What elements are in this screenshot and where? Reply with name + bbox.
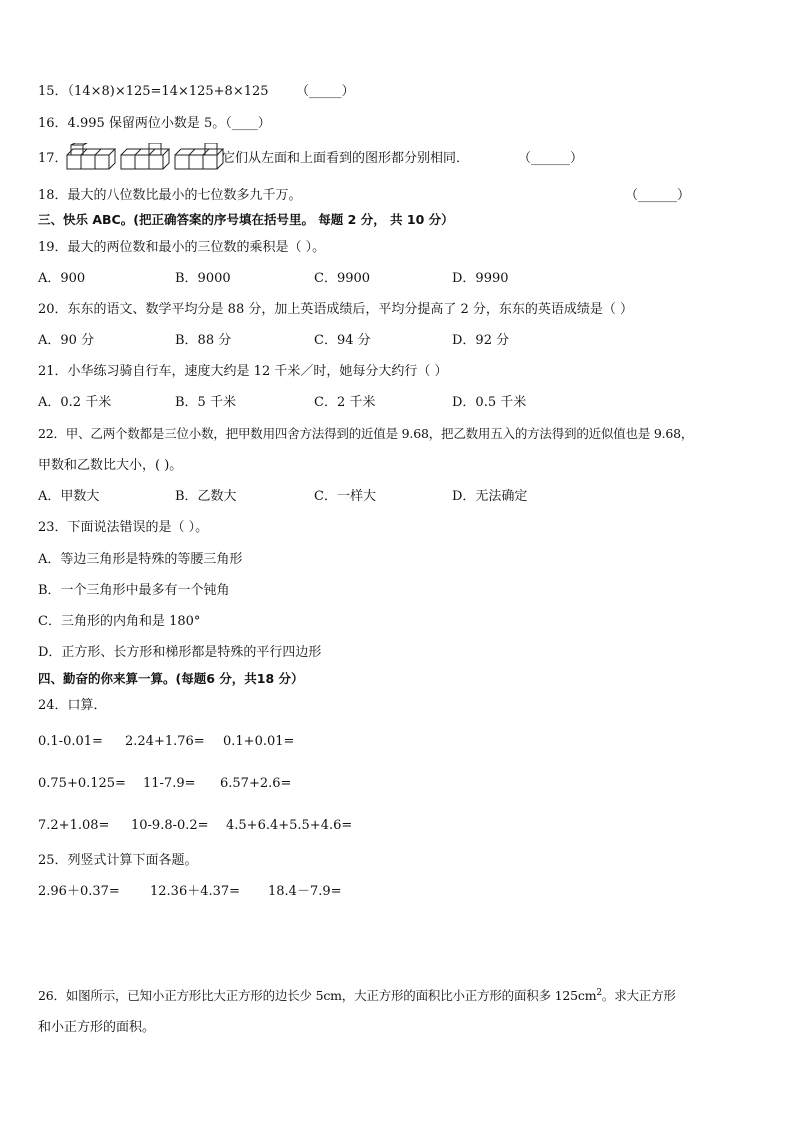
option-d: D．正方形、长方形和梯形都是特殊的平行四边形	[38, 645, 322, 660]
question-26-line-2: 和小正方形的面积。	[38, 1020, 156, 1035]
calc-row-3	[38, 817, 738, 835]
calc-item: 12.36＋4.37=	[150, 884, 241, 899]
calc-item: 6.57+2.6=	[220, 776, 292, 791]
calc-item: 4.5+6.4+5.5+4.6=	[226, 818, 353, 833]
question-22-line-1: 22．甲、乙两个数都是三位小数，把甲数用四舍方法得到的近值是 9.68，把乙数用五入的方法得到的近似值也是 9.68，	[38, 426, 694, 441]
option-c: C．9900	[314, 271, 371, 286]
question-text: 。求大正方形	[601, 988, 676, 1004]
option-a: A．900	[38, 271, 86, 286]
options-21	[38, 394, 738, 412]
question-text: 15．（14×8)×125=14×125+8×125	[38, 84, 269, 99]
calc-item: 10-9.8-0.2=	[131, 818, 209, 833]
question-text: 26．如图所示，已知小正方形比大正方形的边长少 5cm，大正方形的面积比小正方形的面积多 125cm	[38, 988, 597, 1004]
calc-item: 7.2+1.08=	[38, 818, 110, 833]
question-19: 19．最大的两位数和最小的三位数的乘积是（ ）。	[38, 240, 326, 255]
cube-figure-3	[175, 143, 223, 169]
answer-blank: （______）	[518, 151, 584, 166]
question-22-line-2: 甲数和乙数比大小，( )。	[38, 458, 183, 473]
question-18	[38, 187, 302, 205]
question-23: 23．下面说法错误的是（ ）。	[38, 520, 209, 535]
option-d: D．无法确定	[452, 489, 528, 504]
question-20: 20．东东的语文、数学平均分是 88 分，加上英语成绩后，平均分提高了 2 分，东东的英语成绩是（ ）	[38, 302, 634, 317]
question-17-number: 17．	[38, 151, 68, 166]
cube-figure-1	[67, 143, 115, 169]
option-b: B．88 分	[175, 333, 232, 348]
section-heading-3: 三、快乐 ABC。(把正确答案的序号填在括号里。 每题 2 分， 共 10 分）	[38, 212, 454, 227]
option-b: B．乙数大	[175, 489, 237, 504]
question-text: 16．4.995 保留两位小数是 5。（____）	[38, 116, 271, 131]
section-heading-4: 四、勤奋的你来算一算。(每题6 分，共18 分）	[38, 671, 304, 686]
calc-item: 0.75+0.125=	[38, 776, 126, 791]
question-17	[222, 150, 469, 168]
calc-item: 18.4－7.9=	[268, 884, 342, 899]
cube-figures-image	[65, 143, 225, 177]
option-c: C．一样大	[314, 489, 376, 504]
option-c: C．2 千米	[314, 395, 376, 410]
question-text: 它们从左面和上面看到的图形都分别相同．	[222, 151, 470, 166]
options-22	[38, 488, 738, 506]
question-16	[38, 115, 271, 133]
calc-item: 11-7.9=	[143, 776, 196, 791]
option-d: D．9990	[452, 271, 509, 286]
option-b: B．一个三角形中最多有一个钝角	[38, 583, 230, 598]
calc-row-1	[38, 733, 738, 751]
option-a: A．等边三角形是特殊的等腰三角形	[38, 552, 243, 567]
calc-row-vertical	[38, 883, 738, 901]
option-d: D．0.5 千米	[452, 395, 527, 410]
option-b: B．9000	[175, 271, 231, 286]
option-a: A．90 分	[38, 333, 95, 348]
question-21: 21．小华练习骑自行车，速度大约是 12 千米／时，她每分大约行（ ）	[38, 364, 448, 379]
question-25: 25．列竖式计算下面各题。	[38, 853, 198, 868]
calc-item: 2.96＋0.37=	[38, 884, 120, 899]
calc-item: 0.1-0.01=	[38, 734, 103, 749]
superscript: 2	[596, 988, 602, 998]
question-15	[38, 83, 269, 101]
cube-figure-2	[121, 143, 169, 169]
option-a: A．甲数大	[38, 489, 100, 504]
option-a: A．0.2 千米	[38, 395, 112, 410]
option-c: C．三角形的内角和是 180°	[38, 614, 201, 629]
question-text: 18．最大的八位数比最小的七位数多九千万。	[38, 188, 302, 203]
calc-item: 2.24+1.76=	[125, 734, 205, 749]
question-24: 24．口算．	[38, 698, 107, 713]
calc-row-2	[38, 775, 738, 793]
option-d: D．92 分	[452, 333, 510, 348]
calc-item: 0.1+0.01=	[223, 734, 295, 749]
option-b: B．5 千米	[175, 395, 236, 410]
answer-blank: （______）	[625, 188, 691, 203]
answer-blank: （_____）	[296, 84, 355, 99]
options-20	[38, 332, 738, 350]
option-c: C．94 分	[314, 333, 371, 348]
options-19	[38, 270, 738, 288]
question-26-line-1	[38, 984, 676, 1005]
